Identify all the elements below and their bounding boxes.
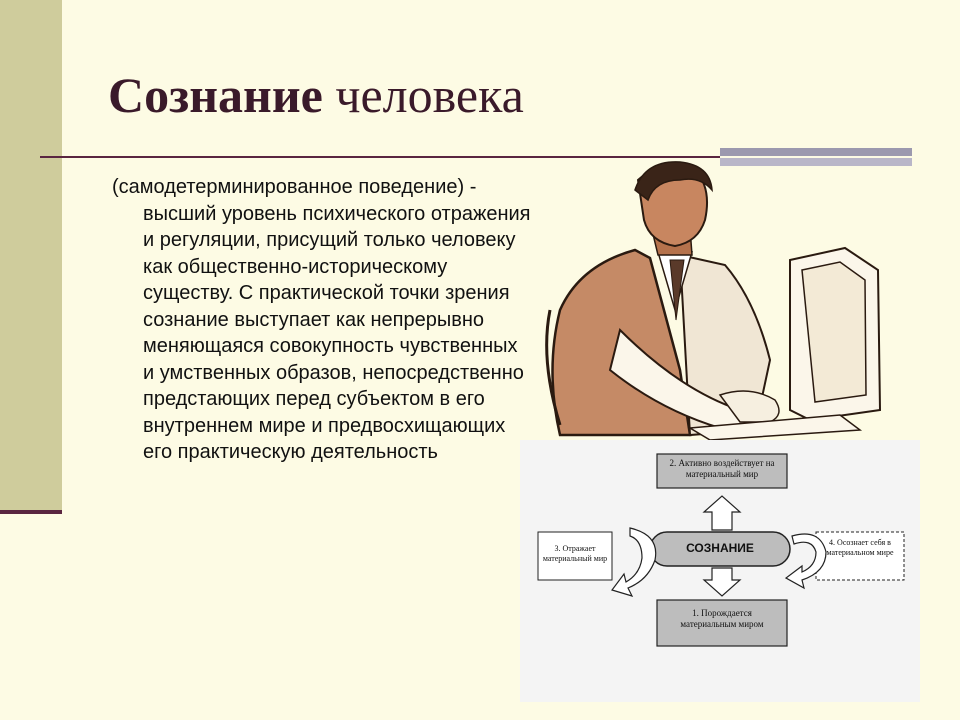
diagram-box-bottom: 1. Порождается материальным миром <box>680 608 764 629</box>
title-rule <box>40 156 720 158</box>
consciousness-diagram <box>520 440 920 702</box>
left-accent-bar <box>0 0 62 512</box>
diagram-box-left: 3. Отражает материальный мир <box>542 544 608 563</box>
definition-text: (самодетерминированное поведение) - высший уровень психического отражения и регуляции, присущий только человеку как общественно-историческому существу. С практической точки зрения сознание выступает как непрерывно меняющаяся совокупность чувственных и умственных образов, непосредственно предстающих перед субъектом в его внутреннем мире и предвосхищающих его практическую деятельность <box>112 176 531 463</box>
title-rest: человека <box>322 67 524 123</box>
slide-title <box>108 66 524 124</box>
diagram-box-right: 4. Осознает себя в материальном мире <box>826 538 894 557</box>
title-bold: Сознание <box>108 67 323 123</box>
diagram-box-top: 2. Активно воздействует на материальный мир <box>669 458 775 479</box>
left-accent-underline <box>0 510 62 514</box>
diagram-center-label: СОЗНАНИЕ <box>686 541 754 555</box>
man-at-computer-illustration <box>540 160 885 445</box>
title-rule-accent <box>720 148 912 156</box>
